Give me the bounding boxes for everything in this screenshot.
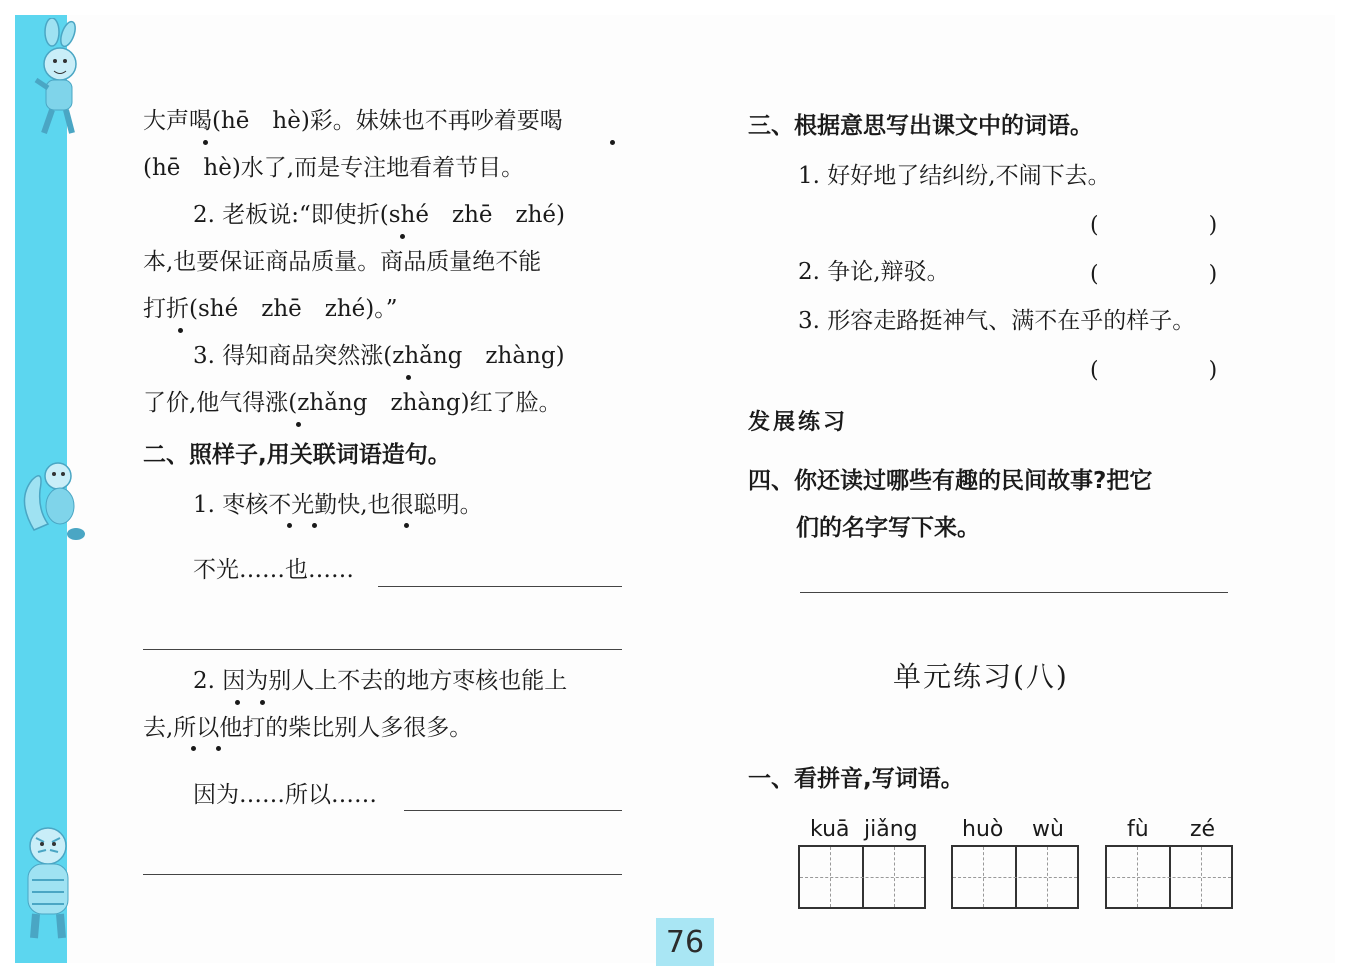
answer-line[interactable] [404,810,622,811]
writing-grid[interactable] [798,845,926,909]
squirrel-mascot-icon [14,450,90,542]
tiger-mascot-icon [16,820,80,948]
answer-line[interactable] [378,586,622,587]
writing-grid[interactable] [1105,845,1233,909]
emphasis-dot [203,140,208,145]
q2-line3: 打折(shé zhē zhé)。” [143,296,398,322]
sentence-2-line2: 去,所以他打的柴比别人多很多。 [143,715,473,741]
emphasis-dot [400,234,405,239]
answer-parentheses[interactable]: ( ) [1090,262,1218,287]
q1-line2: (hē hè)水了,而是专注地看着节目。 [143,155,525,181]
meaning-1: 1. 好好地了结纠纷,不闹下去。 [798,163,1111,189]
q3-line1: 3. 得知商品突然涨(zhǎng zhàng) [193,343,565,369]
development-practice-title: 发展练习 [748,410,849,435]
emphasis-dot [260,700,265,705]
sentence-1: 1. 枣核不光勤快,也很聪明。 [193,492,483,518]
section-3-title: 三、根据意思写出课文中的词语。 [748,113,1093,139]
answer-line[interactable] [143,874,622,875]
pinyin-label: jiǎng [864,817,918,842]
q2-line2: 本,也要保证商品质量。商品质量绝不能 [143,249,542,275]
emphasis-dot [178,328,183,333]
meaning-2: 2. 争论,辩驳。 [798,259,950,285]
section-4-line2: 们的名字写下来。 [796,515,980,541]
q3-line2: 了价,他气得涨(zhǎng zhàng)红了脸。 [143,390,562,416]
page-number: 76 [656,918,714,966]
emphasis-dot [312,523,317,528]
emphasis-dot [287,523,292,528]
sentence-2-prompt: 因为……所以…… [193,782,377,808]
emphasis-dot [406,375,411,380]
section-2-title: 二、照样子,用关联词语造句。 [143,442,451,468]
emphasis-dot [610,140,615,145]
writing-grid[interactable] [951,845,1079,909]
emphasis-dot [216,746,221,751]
meaning-3: 3. 形容走路挺神气、满不在乎的样子。 [798,308,1196,334]
rabbit-mascot-icon [14,18,94,138]
answer-line[interactable] [800,592,1228,593]
q2-line1: 2. 老板说:“即使折(shé zhē zhé) [193,202,566,228]
unit-title: 单元练习(八) [893,660,1069,693]
q1-line1: 大声喝(hē hè)彩。妹妹也不再吵着要喝 [143,108,563,134]
pinyin-label: wù [1032,817,1064,842]
sentence-2-line1: 2. 因为别人上不去的地方枣核也能上 [193,668,568,694]
pinyin-label: zé [1190,817,1216,842]
pinyin-label: kuā [810,817,850,842]
emphasis-dot [235,700,240,705]
answer-line[interactable] [143,649,622,650]
emphasis-dot [191,746,196,751]
answer-parentheses[interactable]: ( ) [1090,358,1218,383]
pinyin-label: fù [1127,817,1149,842]
sentence-1-prompt: 不光……也…… [193,557,354,583]
emphasis-dot [296,422,301,427]
section-4-line1: 四、你还读过哪些有趣的民间故事?把它 [748,468,1153,494]
answer-parentheses[interactable]: ( ) [1090,213,1218,238]
pinyin-label: huò [962,817,1004,842]
section-1-title: 一、看拼音,写词语。 [748,766,964,792]
emphasis-dot [404,523,409,528]
